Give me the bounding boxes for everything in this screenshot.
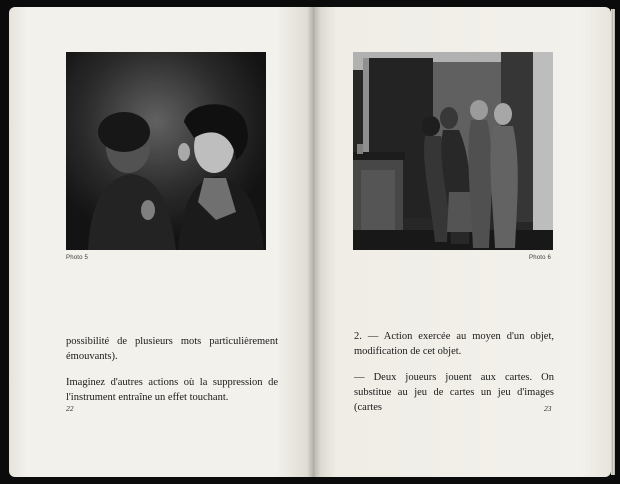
body-text	[354, 329, 554, 426]
photo-caption: Photo 5	[66, 255, 89, 261]
page-edges	[611, 9, 615, 475]
paragraph: 2. — Action exercée au moyen d'un objet, modification de cet objet.	[354, 331, 554, 357]
photo-caption: Photo 6	[529, 255, 552, 261]
paragraph: possibilité de plusieurs mots particulièrement émouvants).	[66, 336, 278, 362]
body-text	[66, 334, 278, 416]
left-page	[9, 7, 313, 477]
photo-group-watching	[353, 52, 553, 250]
photo-two-women	[66, 52, 266, 250]
page-number: 23	[544, 404, 552, 413]
paragraph: Imaginez d'autres actions où la suppression de l'instrument entraîne un effet touchant.	[66, 377, 278, 403]
right-page	[313, 7, 611, 477]
photo-6-image	[353, 52, 553, 250]
page-number: 22	[66, 404, 74, 413]
photo-5-image	[66, 52, 266, 250]
paragraph: — Deux joueurs jouent aux cartes. On substitue au jeu de cartes un jeu d'images (cartes	[354, 372, 554, 413]
